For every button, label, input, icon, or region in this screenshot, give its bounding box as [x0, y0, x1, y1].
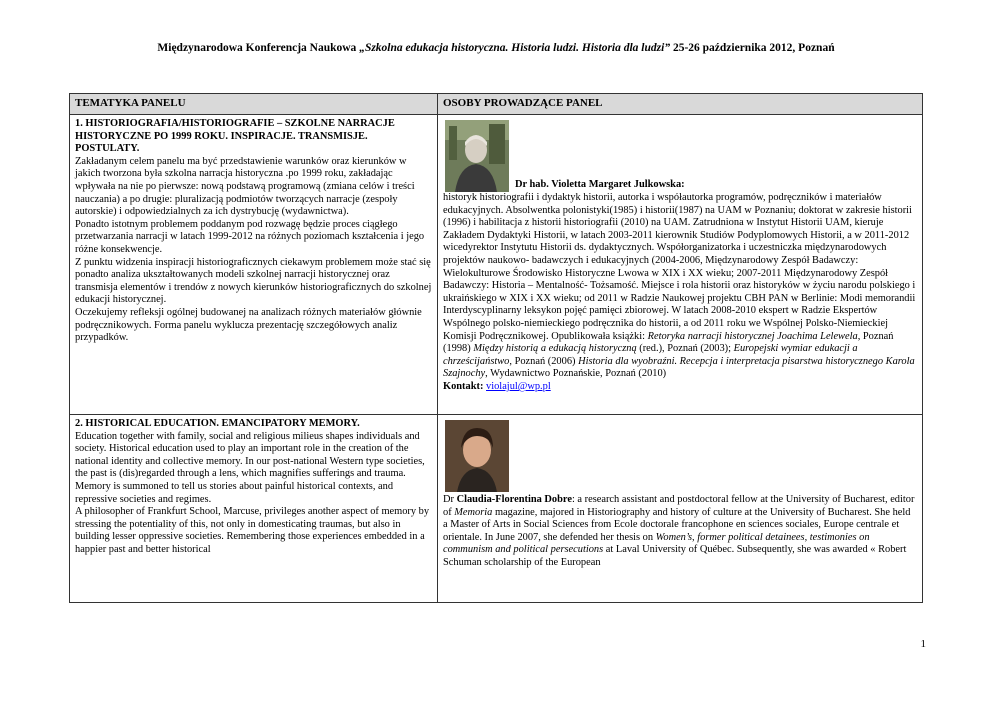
bio-text: , Poznań (2006) [509, 355, 579, 367]
person-name: Dr hab. Violetta Margaret Julkowska: [515, 179, 685, 191]
panel-1-title: 1. HISTORIOGRAFIA/HISTORIOGRAFIE – SZKOLNE NARRACJE HISTORYCZNE PO 1999 ROKU. INSPIRACJE. TRANSMISJE. POSTULATY. [75, 118, 395, 155]
panel-1-topic-cell [70, 115, 438, 415]
bio-text: , Poznań (1998) [443, 330, 894, 355]
thesis-title: Women’s, former political detainees, testimonies on communism and political persecutions [443, 531, 870, 556]
bio-text: (red.), Poznań (2003); [636, 343, 734, 355]
panels-table [69, 93, 923, 603]
table-header-row [70, 94, 923, 115]
panel-1-paragraph: Ponadto istotnym problemem poddanym pod rozwagę będzie proces ciągłego przetwarzania narracji w latach 1999-2012 na różnych poziomach kształcenia i jego różne konsekwencje. [75, 218, 425, 255]
magazine-title: Memoria [454, 506, 493, 518]
page-number: 1 [920, 638, 926, 650]
bio-text: Dr [443, 494, 457, 505]
book-title: Retoryka narracji historycznej Joachima Lelewela [647, 330, 858, 342]
contact-label: Kontakt: [443, 380, 484, 392]
portrait-photo-julkowska [445, 120, 509, 192]
panel-2-topic-cell [70, 415, 438, 603]
portrait-photo-dobre [445, 420, 509, 492]
table-row [70, 415, 923, 603]
panel-2-title: 2. HISTORICAL EDUCATION. EMANCIPATORY MEMORY. [75, 418, 360, 429]
table-row [70, 115, 923, 415]
bio-text: magazine, majored in Historiography and history of culture at the University of Bucharest. She held a Master of Arts in Social Sciences from Ecole doctorale francophone en sciences sociales, Europe centrale et orientale. In June 2007, she defended her thesis on [443, 506, 911, 543]
panel-1-paragraph: Z punktu widzenia inspiracji historiograficznych ciekawym problemem może stać się ponadto analiza ukształtowanych modeli szkolnej narracji historycznej oraz transmisja elementów i trendów z nowych kierunków historiograficznych do szkolnej edukacji historycznej. [75, 256, 432, 306]
contact-email-link[interactable]: violajul@wp.pl [486, 380, 551, 392]
contact-line [443, 381, 917, 394]
header-conference-title: „Szkolna edukacja historyczna. Historia ludzi. Historia dla ludzi” [359, 42, 671, 54]
panel-1-person-cell [438, 115, 923, 415]
header-date-place: 25-26 października 2012, Poznań [670, 42, 835, 54]
panel-2-paragraph: Education together with family, social and religious milieus shapes individuals and society. Historical education used to play an important role in the creation of the national identity and collective memory. In our post-national Western type societies, the past is (dis)regarded through a lens, which magnifies sufferings and trauma. Memory is summoned to tell us stories about painful historical contexts, and repressive societies and regimes. [75, 430, 425, 505]
panel-2-paragraph: A philosopher of Frankfurt School, Marcuse, privileges another aspect of memory by stressing the potentiality of this, not only in domesticating traumas, but also in building lesser oppressive societies. Remembering those experiences embedded in a happier past and better historical [75, 506, 430, 555]
panel-1-paragraph: Oczekujemy refleksji ogólnej budowanej na analizach różnych materiałów głównie podręcznikowych. Forma panelu wyklucza prezentację szczegółowych analiz przypadków. [75, 306, 422, 344]
bio-text: , Wydawnictwo Poznańskie, Poznań (2010) [485, 368, 667, 380]
person-bio-dobre [443, 494, 917, 570]
bio-text: historyk historiografii i dydaktyk historii, autorka i współautorka programów, podręczników i materiałów edukacyjnych. Absolwentka polonistyki(1985) i historii(1987) na UAM w Poznaniu; doktorat w zakresie historii (1996) i habilitacja z historii historiografii (2010) na UAM. Zatrudniona w Instytut Historii UAM, kieruje Zakładem Dydaktyki Historii, w latach 2003-2011 kierownik Studiów Podyplomowych Historii, a w 2011-2012 wicedyrektor Instytutu Historii ds. dydaktycznych. Współorganizatorka i uczestniczka międzynarodowych projektów naukowo- badawczych i edukacyjnych (2004-2006, Międzynarodowy Zespół Badawczy: Wielokulturowe Środowisko Historyczne Lwowa w XIX i XX wieku; 2007-2011 Międzynarodowy Zespół Badawczy: Historia – Mentalność- Tożsamość. Miejsce i rola historii oraz historyków w życiu narodu polskiego i ukraińskiego w XIX i XX wieku; od 2011 w Radzie Naukowej projektu CBH PAN w Berlinie: Modi memorandii Interdyscyplinarny leksykon pojęć pamięci zbiorowej. W latach 2008-2010 ekspert w Radzie Ekspertów Wspólnego polsko-niemieckiego podręcznika do historii, a od 2011 roku we Wspólnej Polsko-Niemieckiej Komisji Podręcznikowej. Opublikowała książki: [443, 192, 916, 342]
bio-text: : a research assistant and postdoctoral fellow at the University of Bucharest, editor of [443, 494, 915, 518]
book-title: Europejski wymiar edukacji a chrześcijaństwo [443, 343, 858, 367]
panel-1-paragraph: Zakładanym celem panelu ma być przedstawienie warunków oraz kierunków w jakich tworzona była szkolna narracja historyczna .po 1999 roku, zakładając wpływała na nie po pierwsze: nową podstawą programową (zmiana celów i treści nauczania) a po drugie: pluralizacją podmiotów tworzących narracje (zespoły autorskie) i odpowiedzialnych za ich dystrybucję (wydawnictwa). [75, 155, 415, 218]
column-header-topic: TEMATYKA PANELU [70, 94, 438, 115]
panel-2-person-cell [438, 415, 923, 603]
column-header-persons: OSOBY PROWADZĄCE PANEL [438, 94, 923, 115]
header-text-before: Międzynarodowa Konferencja Naukowa [157, 42, 360, 54]
person-bio-julkowska [443, 192, 917, 381]
book-title: Między historią a edukacją historyczną [473, 343, 637, 355]
bio-text: at Laval University of Québec. Subsequently, she was awarded « Robert Schuman scholarship of the European [443, 544, 907, 568]
book-title: Historia dla wyobraźni. Recepcja i interpretacja pisarstwa historycznego Karola Szajnochy [443, 355, 915, 380]
person-name: Claudia-Florentina Dobre [456, 494, 572, 505]
document-header [0, 42, 992, 54]
